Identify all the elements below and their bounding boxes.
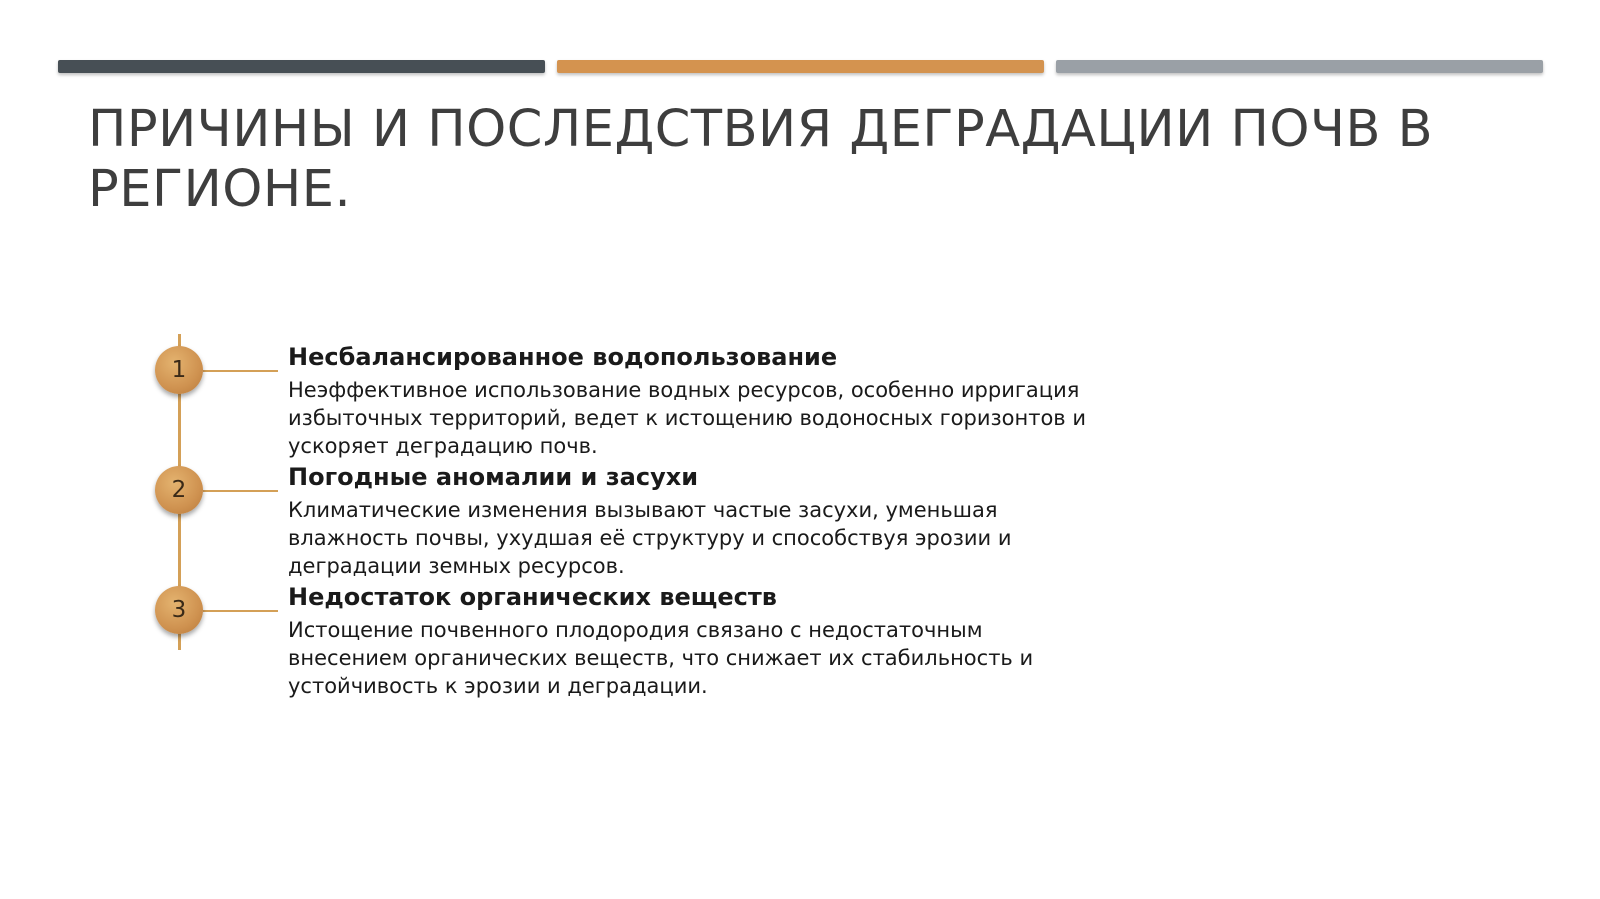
- timeline-marker-1: 1: [155, 346, 203, 394]
- slide-title: ПРИЧИНЫ И ПОСЛЕДСТВИЯ ДЕГРАДАЦИИ ПОЧВ В РЕГИОНЕ.: [88, 100, 1434, 219]
- item-heading: Погодные аномалии и засухи: [288, 463, 699, 491]
- item-heading: Несбалансированное водопользование: [288, 343, 838, 371]
- timeline-connector-2: [203, 490, 278, 492]
- item-heading: Недостаток органических веществ: [288, 583, 777, 611]
- timeline-connector-1: [203, 370, 278, 372]
- item-description: Истощение почвенного плодородия связано с недостаточным внесением органических веществ, что снижает их стабильность и устойчивость к эрозии и деградации.: [288, 618, 1034, 698]
- timeline-marker-2: 2: [155, 466, 203, 514]
- item-description: Неэффективное использование водных ресурсов, особенно ирригация избыточных территорий, ведет к истощению водоносных горизонтов и ускоряет деградацию почв.: [288, 378, 1086, 458]
- timeline-item-2: [288, 462, 1108, 580]
- timeline-connector-3: [203, 610, 278, 612]
- timeline-item-1: [288, 342, 1108, 460]
- timeline-marker-3: 3: [155, 586, 203, 634]
- item-description: Климатические изменения вызывают частые засухи, уменьшая влажность почвы, ухудшая её структуру и способствуя эрозии и деградации земных ресурсов.: [288, 498, 1012, 578]
- timeline-item-3: [288, 582, 1108, 700]
